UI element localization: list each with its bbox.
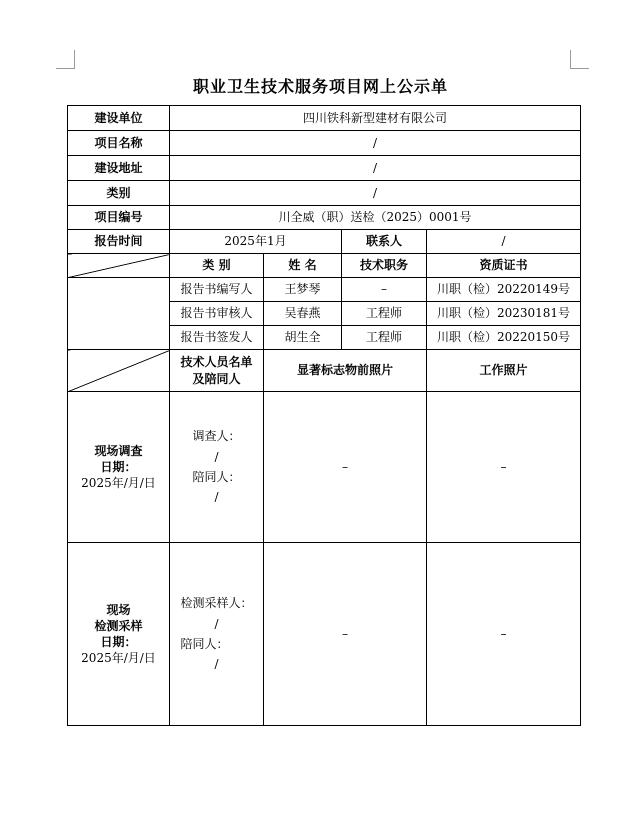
- row-unit: [68, 106, 581, 131]
- value-contact: /: [427, 230, 581, 254]
- staff-line: 陪同人：: [180, 637, 229, 651]
- site-survey-row: [68, 392, 581, 543]
- header-landmark-photo: 显著标志物前照片: [264, 350, 427, 392]
- site-survey-work-photo: –: [427, 392, 581, 543]
- blank-cell: [68, 278, 170, 350]
- staff-line: /: [214, 616, 219, 631]
- value-category: /: [170, 181, 581, 206]
- label-report-time: 报告时间: [68, 230, 170, 254]
- staff-name: 胡生全: [264, 326, 342, 350]
- value-unit: 四川铁科新型建材有限公司: [170, 106, 581, 131]
- value-project-no: 川全威（职）送检（2025）0001号: [170, 206, 581, 230]
- staff-row: [68, 278, 581, 302]
- staff-certificate: 川职（检）20220149号: [427, 278, 581, 302]
- header-name: 姓 名: [264, 254, 342, 278]
- diagonal-header-cell: [68, 254, 170, 278]
- staff-certificate: 川职（检）20220150号: [427, 326, 581, 350]
- value-address: /: [170, 156, 581, 181]
- row-address: [68, 156, 581, 181]
- diagonal-header-cell: [68, 350, 170, 392]
- label-unit: 建设单位: [68, 106, 170, 131]
- site-survey-label-line: 现场调查: [94, 443, 143, 458]
- staff-title: 工程师: [342, 302, 427, 326]
- label-category: 类别: [68, 181, 170, 206]
- header-category: 类 别: [170, 254, 264, 278]
- header-staff-list-line: 技术人员名单: [180, 355, 253, 370]
- site-survey-staff-cell: [170, 392, 264, 543]
- staff-role: 报告书签发人: [170, 326, 264, 350]
- staff-line: 调查人：: [192, 429, 241, 444]
- sampling-date-cell: [68, 543, 170, 726]
- label-contact: 联系人: [342, 230, 427, 254]
- row-project-name: [68, 131, 581, 156]
- staff-line: /: [214, 657, 219, 672]
- staff-certificate: 川职（检）20230181号: [427, 302, 581, 326]
- label-project-name: 项目名称: [68, 131, 170, 156]
- photo-header-row: [68, 350, 581, 392]
- label-project-no: 项目编号: [68, 206, 170, 230]
- staff-header-row: [68, 254, 581, 278]
- staff-line: /: [214, 449, 219, 464]
- site-survey-date-cell: [68, 392, 170, 543]
- staff-line: /: [214, 490, 219, 505]
- header-certificate: 资质证书: [427, 254, 581, 278]
- document-title: 职业卫生技术服务项目网上公示单: [192, 77, 448, 96]
- sampling-staff-cell: [170, 543, 264, 726]
- header-staff-list: [170, 350, 264, 392]
- row-report-time: [68, 230, 581, 254]
- staff-line: 检测采样人：: [180, 596, 253, 611]
- sampling-label-line: 现场: [106, 602, 131, 617]
- site-survey-landmark-photo: –: [264, 392, 427, 543]
- sampling-landmark-photo: –: [264, 543, 427, 726]
- sampling-label-line: 检测采样: [94, 618, 143, 633]
- page-corner-mark-top-right: [570, 50, 589, 69]
- header-staff-list-line: 及陪同人: [192, 371, 241, 386]
- sampling-work-photo: –: [427, 543, 581, 726]
- staff-name: 吴春燕: [264, 302, 342, 326]
- staff-line: 陪同人：: [192, 470, 241, 484]
- staff-name: 王梦琴: [264, 278, 342, 302]
- page-corner-mark-top-left: [56, 50, 75, 69]
- site-survey-label-line: 日期：: [100, 459, 137, 474]
- row-category: [68, 181, 581, 206]
- staff-role: 报告书编写人: [170, 278, 264, 302]
- disclosure-form-table: [67, 105, 581, 726]
- staff-title: 工程师: [342, 326, 427, 350]
- row-project-no: [68, 206, 581, 230]
- label-address: 建设地址: [68, 156, 170, 181]
- value-project-name: /: [170, 131, 581, 156]
- site-survey-date: 2025年/月/日: [81, 476, 156, 491]
- header-work-photo: 工作照片: [427, 350, 581, 392]
- value-report-time: 2025年1月: [170, 230, 342, 254]
- sampling-date: 2025年/月/日: [81, 651, 156, 666]
- staff-title: –: [342, 278, 427, 302]
- header-title: 技术职务: [342, 254, 427, 278]
- sampling-row: [68, 543, 581, 726]
- sampling-label-line: 日期：: [100, 635, 137, 649]
- staff-role: 报告书审核人: [170, 302, 264, 326]
